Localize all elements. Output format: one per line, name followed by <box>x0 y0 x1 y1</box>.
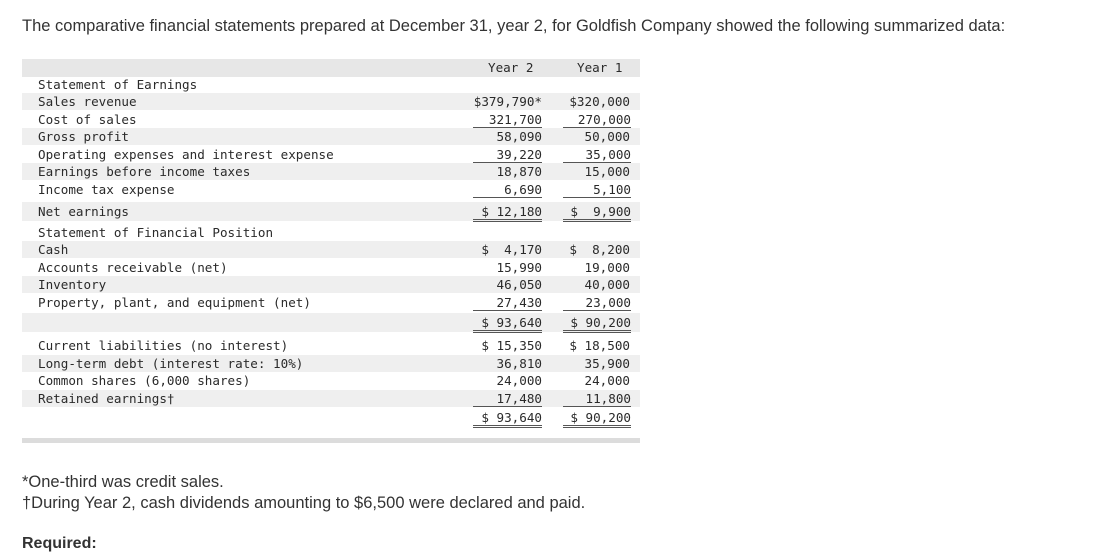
value-year2: 36,810 <box>496 355 542 371</box>
row-label: Sales revenue <box>38 94 137 109</box>
footnote-dividends: †During Year 2, cash dividends amounting to $6,500 were declared and paid. <box>22 494 586 512</box>
table-row <box>22 111 640 128</box>
row-label: Accounts receivable (net) <box>38 259 228 275</box>
value-year2: 58,090 <box>496 129 542 144</box>
value-year1: 35,000 <box>563 146 631 163</box>
table-row <box>22 276 640 293</box>
table-row <box>22 93 640 110</box>
table-row <box>22 163 640 180</box>
table-row <box>22 241 640 258</box>
value-year2: $ 93,640 <box>473 408 542 428</box>
value-year2: 321,700 <box>473 111 542 128</box>
value-year2: 46,050 <box>496 277 542 292</box>
value-year2: 18,870 <box>496 164 542 179</box>
table-row <box>22 337 640 354</box>
table-row-total-assets <box>22 313 640 332</box>
row-label: Cost of sales <box>38 111 137 127</box>
row-label: Long-term debt (interest rate: 10%) <box>38 355 304 371</box>
value-year1: 15,000 <box>584 164 630 179</box>
table-row <box>22 202 640 221</box>
value-year1: $ 18,500 <box>569 338 630 353</box>
row-label: Inventory <box>38 277 107 292</box>
value-year2: $ 93,640 <box>473 313 542 333</box>
table-row <box>22 372 640 389</box>
value-year2: $ 15,350 <box>481 338 542 353</box>
value-year1: 270,000 <box>563 111 631 128</box>
earnings-heading: Statement of Earnings <box>38 77 198 92</box>
value-year1: $ 9,900 <box>563 202 631 222</box>
table-header <box>22 59 640 77</box>
table-bottom-border <box>22 438 640 443</box>
table-row <box>22 181 640 198</box>
value-year2: $ 12,180 <box>473 202 542 222</box>
row-label: Property, plant, and equipment (net) <box>38 294 311 310</box>
value-year2: 15,990 <box>496 259 542 275</box>
value-year1: 40,000 <box>584 277 630 292</box>
earnings-heading-row <box>22 76 640 93</box>
table-row <box>22 355 640 372</box>
table-row <box>22 146 640 163</box>
row-label: Operating expenses and interest expense <box>38 146 334 162</box>
table-row <box>22 294 640 311</box>
value-year1: 23,000 <box>563 294 631 311</box>
row-label: Earnings before income taxes <box>38 164 251 179</box>
footnote-credit-sales: *One-third was credit sales. <box>22 473 224 491</box>
value-year2: 6,690 <box>473 181 542 198</box>
required-heading: Required: <box>22 535 97 552</box>
value-year2: $379,790* <box>473 94 542 109</box>
row-label: Income tax expense <box>38 181 175 197</box>
header-year1: Year 1 <box>577 60 623 75</box>
table-row <box>22 128 640 145</box>
value-year1: 11,800 <box>563 390 631 407</box>
position-heading: Statement of Financial Position <box>38 225 274 240</box>
row-label: Current liabilities (no interest) <box>38 338 289 353</box>
value-year1: 5,100 <box>563 181 631 198</box>
value-year1: 50,000 <box>584 129 630 144</box>
table-row-total-liabilities-equity <box>22 408 640 427</box>
row-label: Gross profit <box>38 129 129 144</box>
value-year1: 19,000 <box>584 259 630 275</box>
table-row <box>22 259 640 276</box>
position-heading-row <box>22 224 640 241</box>
table-row <box>22 390 640 407</box>
intro-text: The comparative financial statements prepared at December 31, year 2, for Goldfish Company showed the following summarized data: <box>22 17 1006 35</box>
value-year1: $ 8,200 <box>569 242 630 257</box>
value-year2: $ 4,170 <box>481 242 542 257</box>
value-year2: 17,480 <box>473 390 542 407</box>
value-year1: $ 90,200 <box>563 313 631 333</box>
value-year1: $ 90,200 <box>563 408 631 428</box>
value-year1: $320,000 <box>569 94 630 109</box>
row-label: Retained earnings† <box>38 390 175 406</box>
value-year2: 39,220 <box>473 146 542 163</box>
value-year2: 27,430 <box>473 294 542 311</box>
row-label: Net earnings <box>38 204 129 219</box>
value-year1: 35,900 <box>584 355 630 371</box>
value-year2: 24,000 <box>496 373 542 388</box>
row-label: Cash <box>38 242 69 257</box>
value-year1: 24,000 <box>584 373 630 388</box>
header-year2: Year 2 <box>488 60 534 75</box>
row-label: Common shares (6,000 shares) <box>38 373 251 388</box>
